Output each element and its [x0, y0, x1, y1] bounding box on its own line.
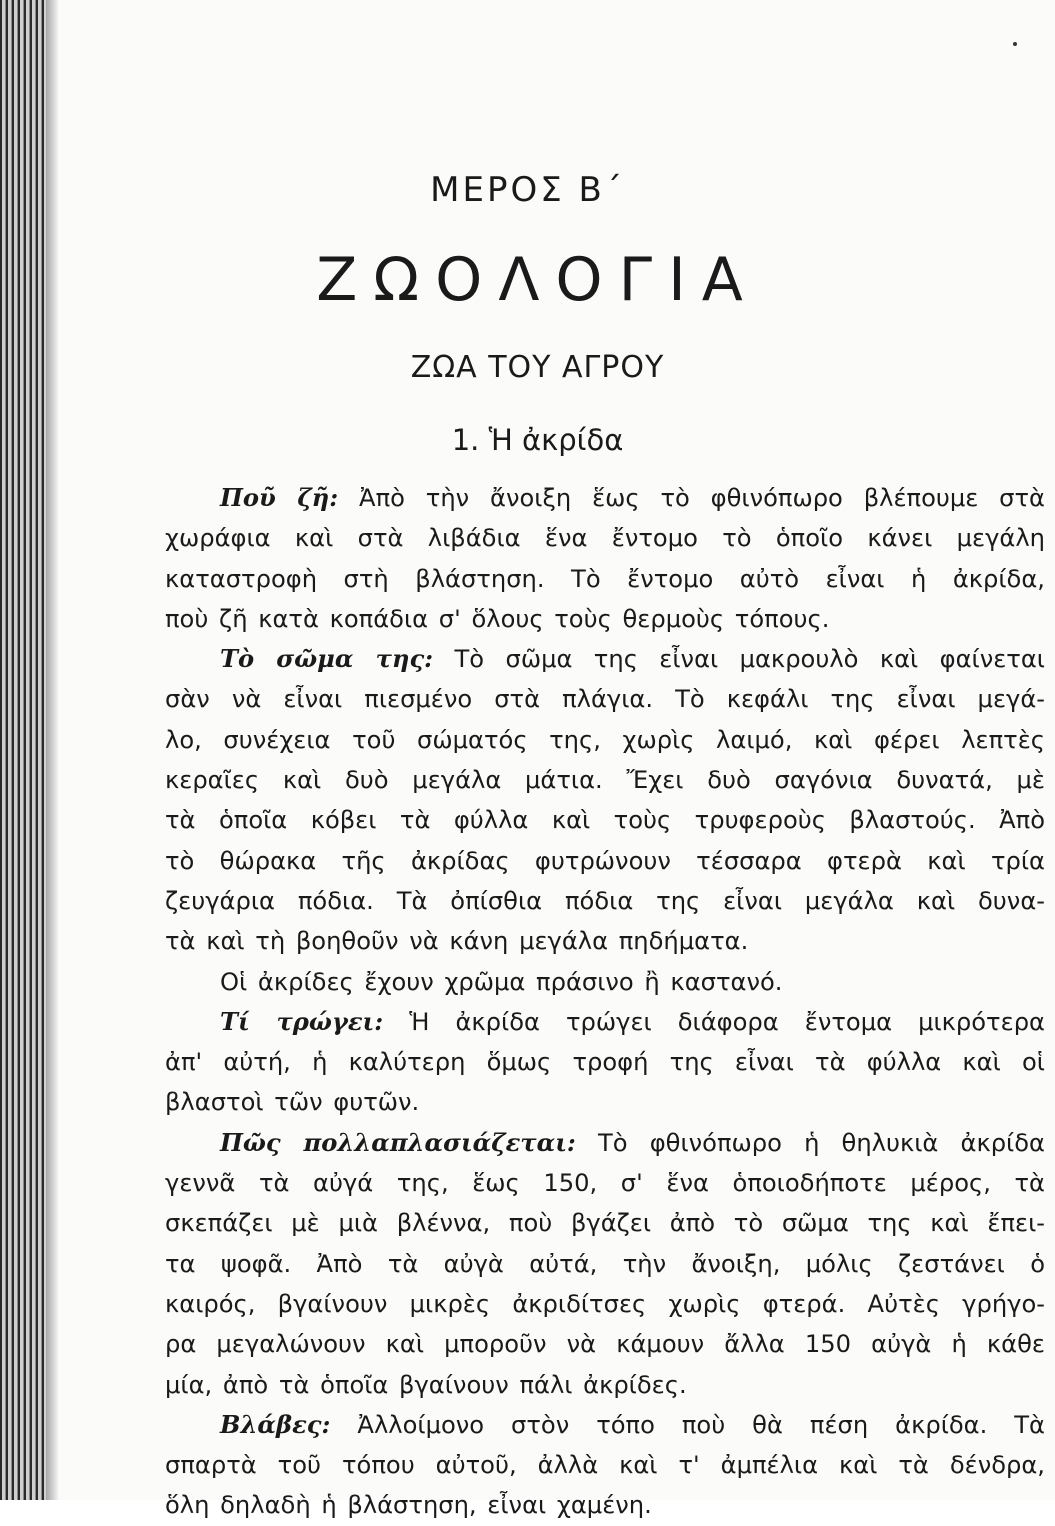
- text-line: ρα μεγαλώνουν καὶ μποροῦν νὰ κάμουν ἄλλα 150 αὐγὰ ἡ κάθε: [165, 1330, 1045, 1359]
- text-line: σπαρτὰ τοῦ τόπου αὐτοῦ, ἀλλὰ καὶ τ' ἀμπέλια καὶ τὰ δένδρα,: [165, 1451, 1045, 1480]
- paragraph-where-it-lives: [165, 478, 1045, 639]
- gutter-shadow: [46, 0, 60, 1500]
- print-speck: [1013, 42, 1017, 46]
- lesson-title: 1. Ἡ ἀκρίδα: [451, 423, 624, 457]
- paragraph-diet: [165, 1002, 1045, 1123]
- text-line: ὅλη δηλαδὴ ἡ βλάστηση, εἶναι χαμένη.: [165, 1491, 652, 1520]
- text-line: Τὸ σῶμα της: Τὸ σῶμα της εἶναι μακρουλὸ καὶ φαίνεται: [220, 644, 1045, 674]
- text-line: βλαστοὶ τῶν φυτῶν.: [165, 1088, 420, 1117]
- paragraph-label: Ποῦ ζῆ:: [220, 483, 339, 512]
- book-page-edges: [0, 0, 46, 1500]
- text-line: Ποῦ ζῆ: Ἀπὸ τὴν ἄνοιξη ἕως τὸ φθινόπωρο βλέπουμε στὰ: [220, 483, 1046, 512]
- part-heading: ΜΕΡΟΣ Β΄: [430, 170, 625, 210]
- paragraph-damage: [165, 1405, 1045, 1526]
- text-line: τὸ θώρακα τῆς ἀκρίδας φυτρώνουν τέσσαρα φτερὰ καὶ τρία: [165, 846, 1045, 875]
- text-line: ποὺ ζῆ κατὰ κοπάδια σ' ὅλους τοὺς θερμοὺς τόπους.: [165, 604, 830, 633]
- text-line: χωράφια καὶ στὰ λιβάδια ἕνα ἔντομο τὸ ὁποῖο κάνει μεγάλη: [165, 524, 1045, 553]
- text-line: σκεπάζει μὲ μιὰ βλέννα, ποὺ βγάζει ἀπὸ τὸ σῶμα της καὶ ἔπει-: [165, 1209, 1045, 1238]
- paragraph-label: Τί τρώγει:: [220, 1006, 384, 1036]
- text-line: Βλάβες: Ἀλλοίμονο στὸν τόπο ποὺ θὰ πέση ἀκρίδα. Τὰ: [220, 1409, 1045, 1439]
- section-heading: ΖΩΑ ΤΟΥ ΑΓΡΟΥ: [410, 350, 665, 385]
- text-line: τα ψοφᾶ. Ἀπὸ τὰ αὐγὰ αὐτά, τὴν ἄνοιξη, μόλις ζεστάνει ὁ: [165, 1249, 1045, 1278]
- text-line: καιρός, βγαίνουν μικρὲς ἀκριδίτσες χωρὶς φτερά. Αὐτὲς γρήγο-: [165, 1289, 1045, 1318]
- text-line: τὰ καὶ τὴ βοηθοῦν νὰ κάνη μεγάλα πηδήματα.: [165, 927, 749, 956]
- text-line: κεραῖες καὶ δυὸ μεγάλα μάτια. Ἔχει δυὸ σαγόνια δυνατά, μὲ: [165, 766, 1045, 795]
- paragraph-label: Πῶς πολλαπλασιάζεται:: [220, 1127, 576, 1157]
- text-line: καταστροφὴ στὴ βλάστηση. Τὸ ἔντομο αὐτὸ εἶναι ἡ ἀκρίδα,: [165, 564, 1045, 593]
- page-title: ΖΩΟΛΟΓΙΑ: [316, 245, 759, 315]
- text-line: γεννᾶ τὰ αὐγά της, ἕως 150, σ' ἕνα ὁποιοδήποτε μέρος, τὰ: [165, 1169, 1045, 1198]
- text-line: τὰ ὁποῖα κόβει τὰ φύλλα καὶ τοὺς τρυφεροὺς βλαστούς. Ἀπὸ: [165, 806, 1045, 835]
- text-line: Τί τρώγει: Ἡ ἀκρίδα τρώγει διάφορα ἔντομα μικρότερα: [220, 1006, 1045, 1036]
- paragraph-reproduction: [165, 1123, 1045, 1405]
- text-line: μία, ἀπὸ τὰ ὁποῖα βγαίνουν πάλι ἀκρίδες.: [165, 1370, 687, 1399]
- text-line: λο, συνέχεια τοῦ σώματός της, χωρὶς λαιμό, καὶ φέρει λεπτὲς: [165, 725, 1045, 754]
- body-text: [165, 478, 1045, 1526]
- text-line: Πῶς πολλαπλασιάζεται: Τὸ φθινόπωρο ἡ θηλυκιὰ ἀκρίδα: [220, 1127, 1045, 1157]
- text-line: ζευγάρια πόδια. Τὰ ὀπίσθια πόδια της εἶναι μεγάλα καὶ δυνα-: [165, 886, 1045, 915]
- paragraph-color: [165, 962, 1045, 1002]
- text-line: σὰν νὰ εἶναι πιεσμένο στὰ πλάγια. Τὸ κεφάλι της εἶναι μεγά-: [165, 685, 1045, 714]
- paragraph-label: Βλάβες:: [220, 1409, 331, 1439]
- text-line: ἀπ' αὐτή, ἡ καλύτερη ὅμως τροφή της εἶναι τὰ φύλλα καὶ οἱ: [165, 1048, 1045, 1077]
- paragraph-label: Τὸ σῶμα της:: [220, 644, 434, 674]
- paragraph-body: [165, 639, 1045, 961]
- text-line: Οἱ ἀκρίδες ἔχουν χρῶμα πράσινο ἢ καστανό.: [220, 967, 783, 996]
